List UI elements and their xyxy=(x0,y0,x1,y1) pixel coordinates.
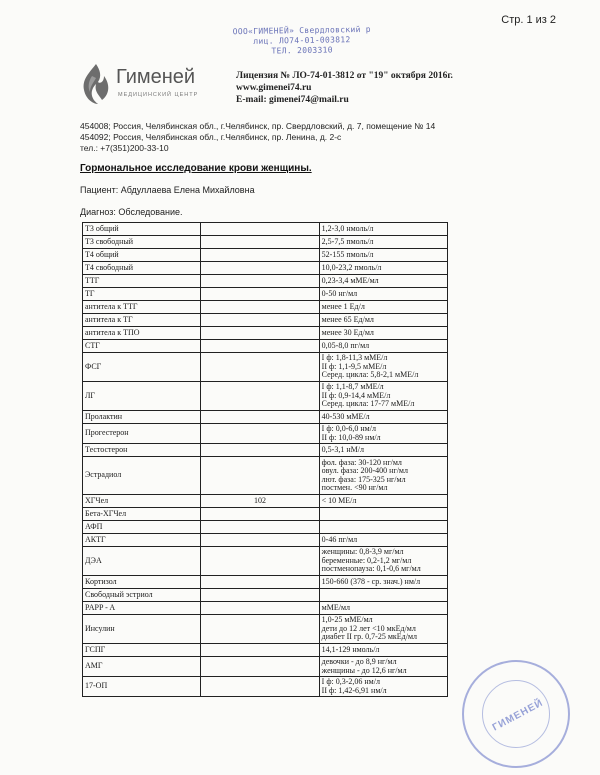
test-name-cell: Т4 общий xyxy=(83,249,201,262)
reference-range-line: женщины - до 12,6 нг/мл xyxy=(321,665,407,675)
reference-range-line: 52-155 пмоль/л xyxy=(321,249,374,259)
reference-range-cell xyxy=(319,314,447,327)
reference-range-cell xyxy=(319,508,447,521)
result-value-cell xyxy=(201,424,319,444)
test-name-cell: ГСПГ xyxy=(83,644,201,657)
table-row xyxy=(83,444,448,457)
reference-range-cell xyxy=(319,424,447,444)
logo-subtitle: МЕДИЦИНСКИЙ ЦЕНТР xyxy=(118,92,199,98)
reference-range-line: I ф: 0,3-2,06 нм/л xyxy=(321,677,380,686)
reference-range-cell xyxy=(319,521,447,534)
test-name-cell: Т3 общий xyxy=(83,223,201,236)
page-number: Стр. 1 из 2 xyxy=(501,14,556,26)
reference-range-cell xyxy=(319,223,447,236)
test-name-cell: АФП xyxy=(83,521,201,534)
reference-range-line: 0-50 нг/мл xyxy=(321,288,358,298)
reference-range-cell xyxy=(319,382,447,411)
result-value-cell xyxy=(201,576,319,589)
reference-range-line: I ф: 1,1-8,7 мМЕ/л xyxy=(321,382,384,392)
reference-range-cell xyxy=(319,644,447,657)
reference-range-cell xyxy=(319,657,447,677)
reference-range-line: менее 65 Ед/мл xyxy=(321,314,374,324)
result-value-cell xyxy=(201,547,319,576)
table-row xyxy=(83,314,448,327)
result-value-cell xyxy=(201,457,319,495)
result-value-cell xyxy=(201,444,319,457)
reference-range-line: беременные: 0,2-1,2 мг/мл xyxy=(321,555,412,565)
test-name-cell: Пролактин xyxy=(83,411,201,424)
reference-range-line: 0,05-8,0 пг/мл xyxy=(321,340,370,350)
reference-range-line: менее 30 Ед/мл xyxy=(321,327,374,337)
result-value-cell xyxy=(201,275,319,288)
result-value-cell xyxy=(201,534,319,547)
table-row xyxy=(83,382,448,411)
test-name-cell: ТТГ xyxy=(83,275,201,288)
reference-range-cell xyxy=(319,327,447,340)
reference-range-line: менее 1 Ед/л xyxy=(321,301,365,311)
result-value-cell: 102 xyxy=(201,495,319,508)
test-name-cell: Т3 свободный xyxy=(83,236,201,249)
test-name-cell: СТГ xyxy=(83,340,201,353)
table-row xyxy=(83,223,448,236)
address-line: 454008; Россия, Челябинская обл., г.Челябинск, пр. Свердловский, д. 7, помещение № 14 xyxy=(80,121,436,131)
reference-range-line: овул. фаза: 200-400 нг/мл xyxy=(321,466,408,475)
document-title: Гормональное исследование крови женщины. xyxy=(80,163,312,174)
table-row xyxy=(83,644,448,657)
test-name-cell: Эстрадиол xyxy=(83,457,201,495)
reference-range-cell xyxy=(319,444,447,457)
result-value-cell xyxy=(201,340,319,353)
reference-range-line: I ф: 1,8-11,3 мМЕ/л xyxy=(321,353,388,363)
reference-range-line: 14,1-129 нмоль/л xyxy=(321,644,380,654)
test-name-cell: ТГ xyxy=(83,288,201,301)
test-name-cell: Кортизол xyxy=(83,576,201,589)
reference-range-line: < 10 МЕ/л xyxy=(321,495,357,505)
reference-range-cell xyxy=(319,615,447,644)
table-row xyxy=(83,353,448,382)
flame-logo-icon xyxy=(78,62,114,106)
reference-range-line: II ф: 10,0-89 нм/л xyxy=(321,432,381,442)
result-value-cell xyxy=(201,236,319,249)
table-row xyxy=(83,576,448,589)
reference-range-line: постменопауза: 0,1-0,6 мг/мл xyxy=(321,564,421,574)
test-name-cell: АКТГ xyxy=(83,534,201,547)
reference-range-line: 150-660 (378 - ср. знач.) нм/л xyxy=(321,576,421,586)
test-name-cell: 17-ОП xyxy=(83,677,201,697)
license-block xyxy=(236,70,453,106)
reference-range-line: II ф: 1,42-6,91 нм/л xyxy=(321,685,387,695)
test-name-cell: Бета-ХГЧел xyxy=(83,508,201,521)
round-seal xyxy=(462,660,570,768)
test-name-cell: Тестостерон xyxy=(83,444,201,457)
table-row xyxy=(83,602,448,615)
reference-range-line: 40-530 мМЕ/л xyxy=(321,411,370,421)
reference-range-cell xyxy=(319,249,447,262)
result-value-cell xyxy=(201,223,319,236)
table-row xyxy=(83,411,448,424)
phone-line: тел.: +7(351)200-33-10 xyxy=(80,143,169,153)
table-row xyxy=(83,327,448,340)
table-row xyxy=(83,301,448,314)
address-block xyxy=(80,121,435,154)
test-name-cell: антитела к ТПО xyxy=(83,327,201,340)
reference-range-line: дети до 12 лет <10 мкЕд/мл xyxy=(321,623,416,633)
result-value-cell xyxy=(201,262,319,275)
reference-range-cell xyxy=(319,547,447,576)
result-value-cell xyxy=(201,644,319,657)
reference-range-cell xyxy=(319,534,447,547)
reference-range-line: 0,5-3,1 нМ/л xyxy=(321,444,364,454)
reference-range-line: 10,0-23,2 пмоль/л xyxy=(321,262,382,272)
reference-range-cell xyxy=(319,495,447,508)
table-row xyxy=(83,424,448,444)
result-value-cell xyxy=(201,314,319,327)
header-stamp-line: ТЕЛ. 2003310 xyxy=(271,45,333,56)
reference-range-line: 1,2-3,0 нмоль/л xyxy=(321,223,374,233)
reference-range-cell xyxy=(319,340,447,353)
result-value-cell xyxy=(201,521,319,534)
table-row xyxy=(83,657,448,677)
header-stamp-line: ООО«ГИМЕНЕЙ» Свердловский р xyxy=(232,24,371,37)
reference-range-line: II ф: 1,1-9,5 мМЕ/л xyxy=(321,361,387,371)
reference-range-line: постмен. <90 нг/мл xyxy=(321,483,388,492)
result-value-cell xyxy=(201,589,319,602)
reference-range-cell xyxy=(319,602,447,615)
reference-range-cell xyxy=(319,301,447,314)
table-row xyxy=(83,457,448,495)
reference-range-cell xyxy=(319,576,447,589)
reference-range-line: женщины: 0,8-3,9 мг/мл xyxy=(321,547,404,557)
test-name-cell: антитела к ТТГ xyxy=(83,301,201,314)
address-line: 454092; Россия, Челябинская обл., г.Челябинск, пр. Ленина, д. 2-с xyxy=(80,132,342,142)
result-value-cell xyxy=(201,301,319,314)
results-table xyxy=(82,222,448,697)
clinic-logo xyxy=(78,62,218,112)
reference-range-line: 2,5-7,5 пмоль/л xyxy=(321,236,374,246)
reference-range-line: 0-46 пг/мл xyxy=(321,534,358,544)
test-name-cell: антитела к ТГ xyxy=(83,314,201,327)
reference-range-line: 0,23-3,4 мМЕ/мл xyxy=(321,275,379,285)
reference-range-line: диабет II гр. 0,7-25 мкЕд/мл xyxy=(321,632,418,642)
table-row xyxy=(83,495,448,508)
reference-range-line: Серед. цикла: 5,8-2,1 мМЕ/л xyxy=(321,370,419,380)
test-name-cell: Свободный эстриол xyxy=(83,589,201,602)
result-value-cell xyxy=(201,677,319,697)
reference-range-cell xyxy=(319,457,447,495)
result-value-cell xyxy=(201,249,319,262)
reference-range-line: I ф: 0,0-6,0 нм/л xyxy=(321,424,376,433)
table-row xyxy=(83,262,448,275)
reference-range-line: II ф: 0,9-14,4 мМЕ/л xyxy=(321,390,391,400)
header-stamp xyxy=(214,24,390,57)
diagnosis: Диагноз: Обследование. xyxy=(80,207,183,217)
header-stamp-line: лиц. ЛО74-01-003812 xyxy=(253,35,351,46)
reference-range-cell xyxy=(319,411,447,424)
reference-range-line: лют. фаза: 175-325 нг/мл xyxy=(321,474,406,484)
table-row xyxy=(83,534,448,547)
table-row xyxy=(83,340,448,353)
reference-range-cell xyxy=(319,677,447,697)
result-value-cell xyxy=(201,327,319,340)
reference-range-line: фол. фаза: 30-120 нг/мл xyxy=(321,457,402,467)
reference-range-line: мМЕ/мл xyxy=(321,602,350,612)
reference-range-cell xyxy=(319,236,447,249)
reference-range-cell xyxy=(319,275,447,288)
logo-name: Гименей xyxy=(116,66,196,88)
result-value-cell xyxy=(201,382,319,411)
table-row xyxy=(83,249,448,262)
result-value-cell xyxy=(201,657,319,677)
table-row xyxy=(83,615,448,644)
test-name-cell: АМГ xyxy=(83,657,201,677)
reference-range-cell xyxy=(319,288,447,301)
table-row xyxy=(83,508,448,521)
email-link[interactable]: E-mail: gimenei74@mail.ru xyxy=(236,95,349,105)
reference-range-line: 1,0-25 мМЕ/мл xyxy=(321,615,373,625)
results-table-body xyxy=(83,223,448,697)
license-number: Лицензия № ЛО-74-01-3812 от "19" октября 2016г. xyxy=(236,71,453,81)
reference-range-line: девочки - до 8,9 нг/мл xyxy=(321,657,397,666)
test-name-cell: ДЭА xyxy=(83,547,201,576)
reference-range-cell xyxy=(319,589,447,602)
test-name-cell: Т4 свободный xyxy=(83,262,201,275)
result-value-cell xyxy=(201,411,319,424)
result-value-cell xyxy=(201,353,319,382)
table-row xyxy=(83,547,448,576)
table-row xyxy=(83,589,448,602)
table-row xyxy=(83,236,448,249)
table-row xyxy=(83,521,448,534)
patient-name: Пациент: Абдуллаева Елена Михайловна xyxy=(80,185,255,195)
round-seal-text: ГИМЕНЕЙ xyxy=(490,697,546,734)
test-name-cell: Прогестерон xyxy=(83,424,201,444)
result-value-cell xyxy=(201,288,319,301)
table-row xyxy=(83,275,448,288)
test-name-cell: Инсулин xyxy=(83,615,201,644)
result-value-cell xyxy=(201,602,319,615)
result-value-cell xyxy=(201,508,319,521)
result-value-cell xyxy=(201,615,319,644)
website-link[interactable]: www.gimenei74.ru xyxy=(236,83,312,93)
reference-range-cell xyxy=(319,353,447,382)
test-name-cell: ХГЧел xyxy=(83,495,201,508)
table-row xyxy=(83,677,448,697)
reference-range-line: Серед. цикла: 17-77 мМЕ/л xyxy=(321,399,415,409)
test-name-cell: PAPP - A xyxy=(83,602,201,615)
test-name-cell: ФСГ xyxy=(83,353,201,382)
test-name-cell: ЛГ xyxy=(83,382,201,411)
reference-range-cell xyxy=(319,262,447,275)
table-row xyxy=(83,288,448,301)
